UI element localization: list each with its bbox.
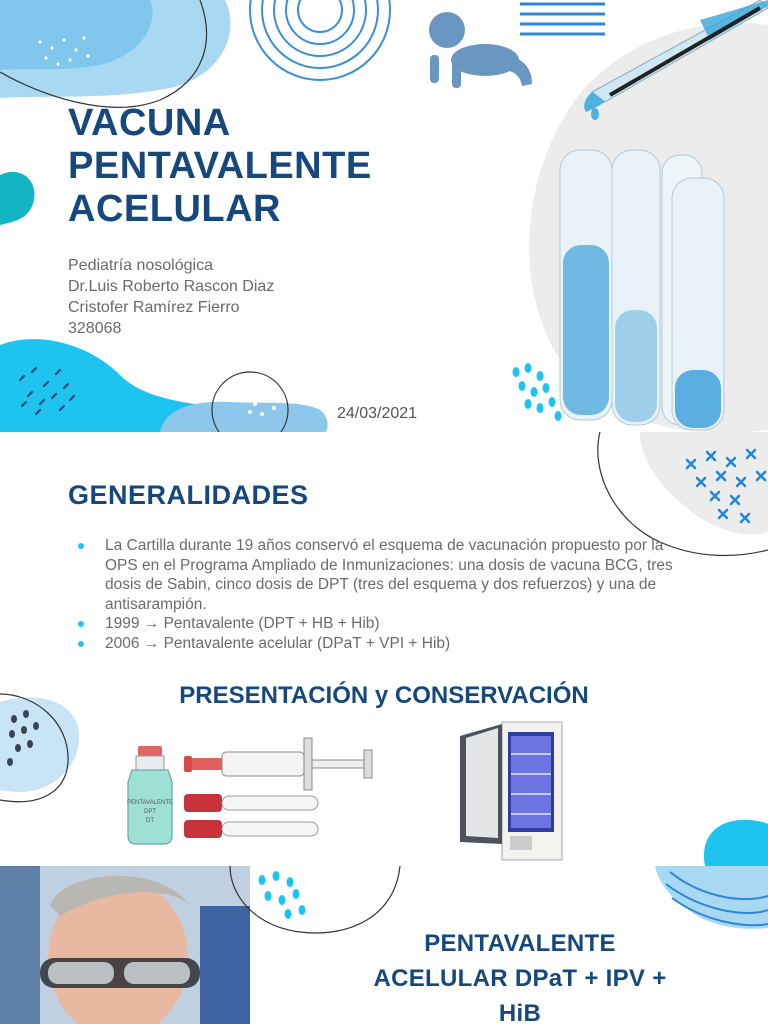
list-item-text: 1999 → Pentavalente (DPT + HB + Hib): [105, 615, 380, 632]
test-tubes-icon: [560, 150, 724, 430]
date-label: 24/03/2021: [337, 405, 418, 422]
vial-label-line: DT: [146, 818, 154, 824]
teal-blob-shape: [0, 172, 35, 225]
main-title-line: ACELULAR: [68, 188, 281, 230]
bullet-icon: [78, 621, 84, 627]
list-item: [78, 634, 683, 654]
bullet-icon: [78, 641, 84, 647]
main-title-line: VACUNA: [68, 102, 231, 144]
list-item: [78, 614, 683, 634]
closing-title: [330, 926, 710, 1024]
list-item-text: 2006 → Pentavalente acelular (DPaT + VPI + Hib): [105, 634, 451, 652]
bullet-list: [78, 536, 683, 653]
doctor-photo-icon: [0, 866, 250, 1024]
main-title: [68, 102, 428, 231]
list-item-text: La Cartilla durante 19 años conservó el esquema de vacunación propuesto por la OPS en el Programa Ampliado de Inmunizaciones: una dosis de vacuna BCG, tres dosis de Sabin, cinco dosis de DPT (tres del esquema y dos refuerzos) y una de antisarampión.: [105, 537, 673, 613]
vial-label-line: DPT: [144, 809, 156, 815]
list-item: [78, 536, 683, 614]
drops-pattern: [259, 871, 306, 919]
teacher-name: Dr.Luis Roberto Rascon Diaz: [68, 278, 275, 295]
line-curve-shape: [230, 866, 400, 933]
section-title: PRESENTACIÓN y CONSERVACIÓN: [179, 682, 589, 709]
closing-title-line: HiB: [498, 1000, 542, 1024]
closing-title-line: ACELULAR DPaT + IPV +: [373, 965, 667, 992]
light-blue-blob-shape: [655, 866, 768, 929]
stripes-pattern: [520, 4, 605, 34]
concentric-circles-shape: [250, 0, 390, 80]
student-name: Cristofer Ramírez Fierro: [68, 299, 240, 316]
course-name: Pediatría nosológica: [68, 257, 213, 274]
baby-crawling-icon: [429, 12, 532, 88]
vaccine-vial-icon: [127, 746, 173, 844]
closing-title-line: PENTAVALENTE: [424, 930, 616, 957]
bullet-icon: [78, 543, 84, 549]
vial-label-line: PENTAVALENTE: [126, 800, 174, 806]
cyan-blob-shape: [704, 820, 768, 866]
refrigerator-icon: [460, 722, 562, 860]
section-title: GENERALIDADES: [68, 480, 309, 510]
blood-tubes-icon: [184, 794, 318, 838]
author-info: [68, 255, 274, 339]
drops-pattern: [513, 363, 562, 421]
main-title-line: PENTAVALENTE: [68, 145, 372, 187]
syringe-icon: [184, 738, 372, 790]
student-id: 328068: [68, 320, 122, 337]
title-slide: [0, 0, 768, 432]
